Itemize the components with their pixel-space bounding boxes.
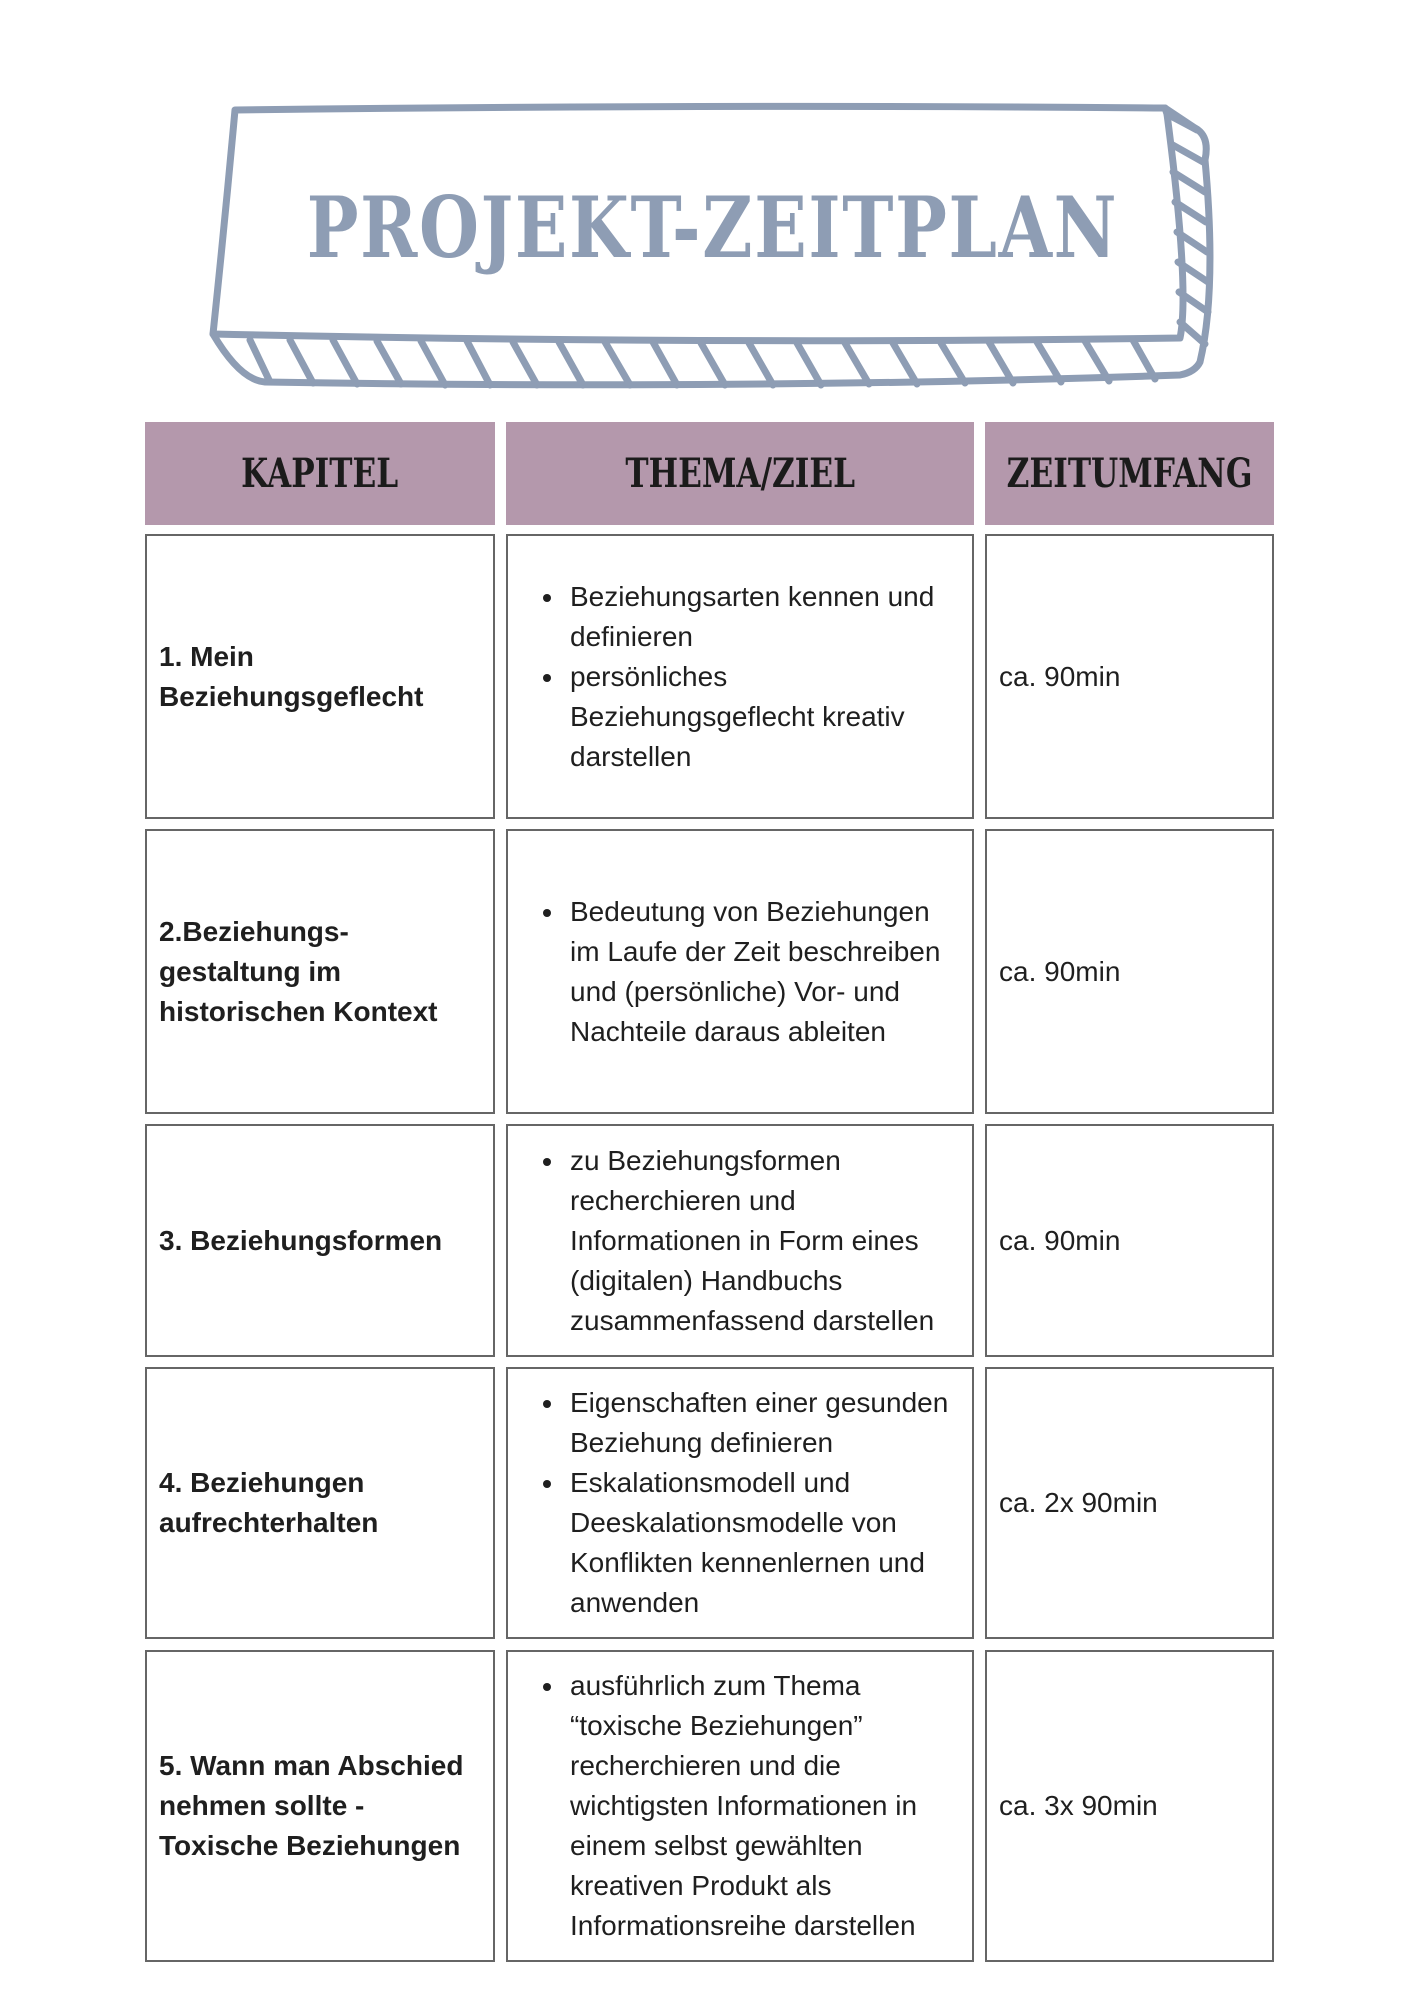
row-5-topics bbox=[506, 1650, 974, 1962]
chapter-line: 3. Beziehungsformen bbox=[159, 1224, 443, 1256]
row-1-topics bbox=[506, 534, 974, 819]
chapter-line: 4. Beziehungen bbox=[159, 1467, 365, 1498]
header-kapitel bbox=[145, 422, 495, 525]
row-3-duration bbox=[985, 1124, 1274, 1357]
duration-text: ca. 90min bbox=[999, 955, 1121, 987]
title-banner bbox=[205, 100, 1220, 400]
topic-item: • Eskalationsmodell und Deeskalationsmodelle von Konflikten kennenlernen und anwenden bbox=[566, 1463, 956, 1623]
duration-text: ca. 2x 90min bbox=[999, 1487, 1158, 1518]
row-5-chapter bbox=[145, 1650, 495, 1962]
row-2-topics bbox=[506, 829, 974, 1114]
chapter-line: Beziehungsgeflecht bbox=[159, 680, 424, 712]
row-1-chapter bbox=[145, 534, 495, 819]
row-1-duration bbox=[985, 534, 1274, 819]
chapter-line: historischen Kontext bbox=[159, 995, 438, 1027]
chapter-line: 5. Wann man Abschied bbox=[159, 1750, 464, 1781]
chapter-line: gestaltung im bbox=[159, 955, 342, 987]
topic-item: • ausführlich zum Thema “toxische Beziehungen” recherchieren und die wichtigsten Informationen in einem selbst gewählten kreativen Produkt als Informationsreihe darstellen bbox=[566, 1666, 956, 1946]
duration-text: ca. 90min bbox=[999, 1224, 1121, 1256]
chapter-line: nehmen sollte - bbox=[159, 1790, 365, 1821]
row-4-duration bbox=[985, 1367, 1274, 1639]
header-zeitumfang bbox=[985, 422, 1274, 525]
row-3-topics bbox=[506, 1124, 974, 1357]
chapter-line: 1. Mein bbox=[159, 640, 254, 672]
chapter-line: aufrechterhalten bbox=[159, 1507, 379, 1538]
row-4-topics bbox=[506, 1367, 974, 1639]
duration-text: ca. 3x 90min bbox=[999, 1790, 1158, 1821]
page-title: PROJEKT-ZEITPLAN bbox=[306, 178, 1119, 277]
topic-item: • Beziehungsarten kennen und definieren bbox=[566, 577, 956, 657]
row-4-chapter bbox=[145, 1367, 495, 1639]
header-zeitumfang-label: ZEITUMFANG bbox=[1006, 450, 1253, 497]
header-kapitel-label: KAPITEL bbox=[241, 450, 399, 497]
chapter-line: 2.Beziehungs- bbox=[159, 915, 349, 947]
header-thema-ziel bbox=[506, 422, 974, 525]
chapter-line: Toxische Beziehungen bbox=[159, 1830, 461, 1861]
row-5-duration bbox=[985, 1650, 1274, 1962]
row-2-duration bbox=[985, 829, 1274, 1114]
topic-item: • persönliches Beziehungsgeflecht kreativ darstellen bbox=[566, 657, 956, 777]
header-thema-ziel-label: THEMA/ZIEL bbox=[625, 450, 855, 497]
duration-text: ca. 90min bbox=[999, 660, 1121, 692]
row-2-chapter bbox=[145, 829, 495, 1114]
topic-item: • zu Beziehungsformen recherchieren und Informationen in Form eines (digitalen) Handbuchs zusammenfassend darstellen bbox=[566, 1141, 956, 1341]
topic-item: • Eigenschaften einer gesunden Beziehung definieren bbox=[566, 1383, 956, 1463]
topic-item: • Bedeutung von Beziehungen im Laufe der Zeit beschreiben und (persönliche) Vor- und Nachteile daraus ableiten bbox=[566, 892, 956, 1052]
row-3-chapter bbox=[145, 1124, 495, 1357]
